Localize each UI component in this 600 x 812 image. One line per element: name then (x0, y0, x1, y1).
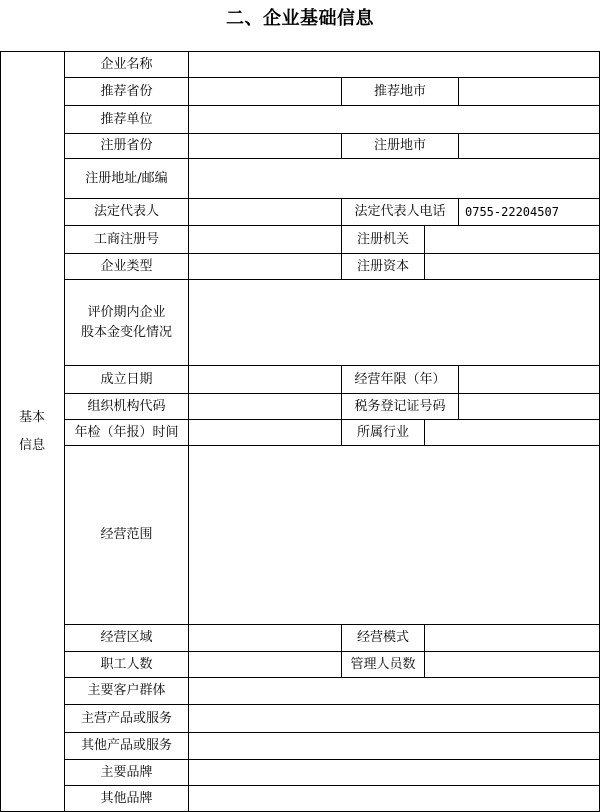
company-name-label: 企业名称 (100, 56, 153, 72)
legal-rep-phone-field[interactable]: 0755-22204507 (465, 205, 559, 219)
tax-reg-no-field[interactable] (459, 394, 599, 419)
reg-capital-label: 注册资本 (356, 258, 409, 274)
other-products-field[interactable] (189, 733, 599, 759)
section-label-line1: 基本 (18, 409, 45, 425)
industry-label: 所属行业 (356, 424, 409, 440)
page-title: 二、企业基础信息 (226, 8, 374, 29)
business-reg-no-label: 工商注册号 (93, 231, 159, 247)
annual-check-label: 年检（年报）时间 (74, 424, 179, 440)
company-type-label: 企业类型 (100, 258, 153, 274)
reg-city-field[interactable] (459, 134, 599, 158)
other-brand-label: 其他品牌 (100, 790, 153, 806)
legal-rep-label: 法定代表人 (93, 204, 159, 219)
recommend-province-label: 推荐省份 (100, 83, 153, 99)
reg-capital-field[interactable] (425, 254, 599, 279)
reg-city-label: 注册地市 (373, 138, 426, 153)
legal-rep-field[interactable] (189, 199, 341, 225)
main-customers-field[interactable] (189, 678, 599, 704)
business-model-field[interactable] (425, 625, 599, 651)
business-area-label: 经营区域 (100, 630, 153, 645)
reg-authority-field[interactable] (425, 226, 599, 253)
capital-change-label: 评价期内企业 股本金变化情况 (80, 304, 172, 340)
business-model-label: 经营模式 (356, 630, 409, 645)
other-products-label: 其他产品或服务 (80, 738, 172, 753)
reg-province-field[interactable] (189, 134, 341, 158)
recommend-unit-label: 推荐单位 (100, 111, 153, 127)
employees-label: 职工人数 (100, 656, 153, 672)
company-type-field[interactable] (189, 254, 341, 279)
managers-label: 管理人员数 (350, 656, 416, 672)
operating-term-field[interactable] (459, 366, 599, 393)
reg-address-label: 注册地址/邮编 (85, 170, 168, 186)
org-code-label: 组织机构代码 (87, 398, 166, 414)
capital-change-field[interactable] (189, 280, 599, 365)
business-scope-field[interactable] (189, 446, 599, 624)
founded-date-label: 成立日期 (100, 371, 153, 387)
section-label-line2: 信息 (18, 437, 45, 453)
main-customers-label: 主要客户群体 (87, 683, 166, 698)
industry-field[interactable] (425, 420, 599, 445)
main-products-field[interactable] (189, 705, 599, 732)
business-reg-no-field[interactable] (189, 226, 341, 253)
recommend-province-field[interactable] (189, 78, 341, 105)
recommend-city-field[interactable] (459, 78, 599, 105)
org-code-field[interactable] (189, 394, 341, 419)
company-name-field[interactable] (189, 52, 599, 77)
recommend-unit-field[interactable] (189, 106, 599, 133)
main-brand-label: 主要品牌 (100, 764, 153, 780)
recommend-city-label: 推荐地市 (373, 83, 426, 99)
employees-field[interactable] (189, 652, 341, 677)
company-info-form (0, 51, 600, 812)
tax-reg-no-label: 税务登记证号码 (354, 398, 446, 414)
business-area-field[interactable] (189, 625, 341, 651)
reg-address-field[interactable] (189, 159, 599, 198)
founded-date-field[interactable] (189, 366, 341, 393)
main-products-label: 主营产品或服务 (80, 710, 172, 726)
main-brand-field[interactable] (189, 760, 599, 785)
section-label-basic-info (0, 51, 64, 812)
reg-province-label: 注册省份 (100, 138, 153, 153)
operating-term-label: 经营年限（年） (354, 371, 446, 387)
other-brand-field[interactable] (189, 786, 599, 811)
legal-rep-phone-label: 法定代表人电话 (354, 204, 446, 219)
business-scope-label: 经营范围 (100, 527, 153, 542)
annual-check-field[interactable] (189, 420, 341, 445)
managers-field[interactable] (425, 652, 599, 677)
reg-authority-label: 注册机关 (356, 231, 409, 247)
